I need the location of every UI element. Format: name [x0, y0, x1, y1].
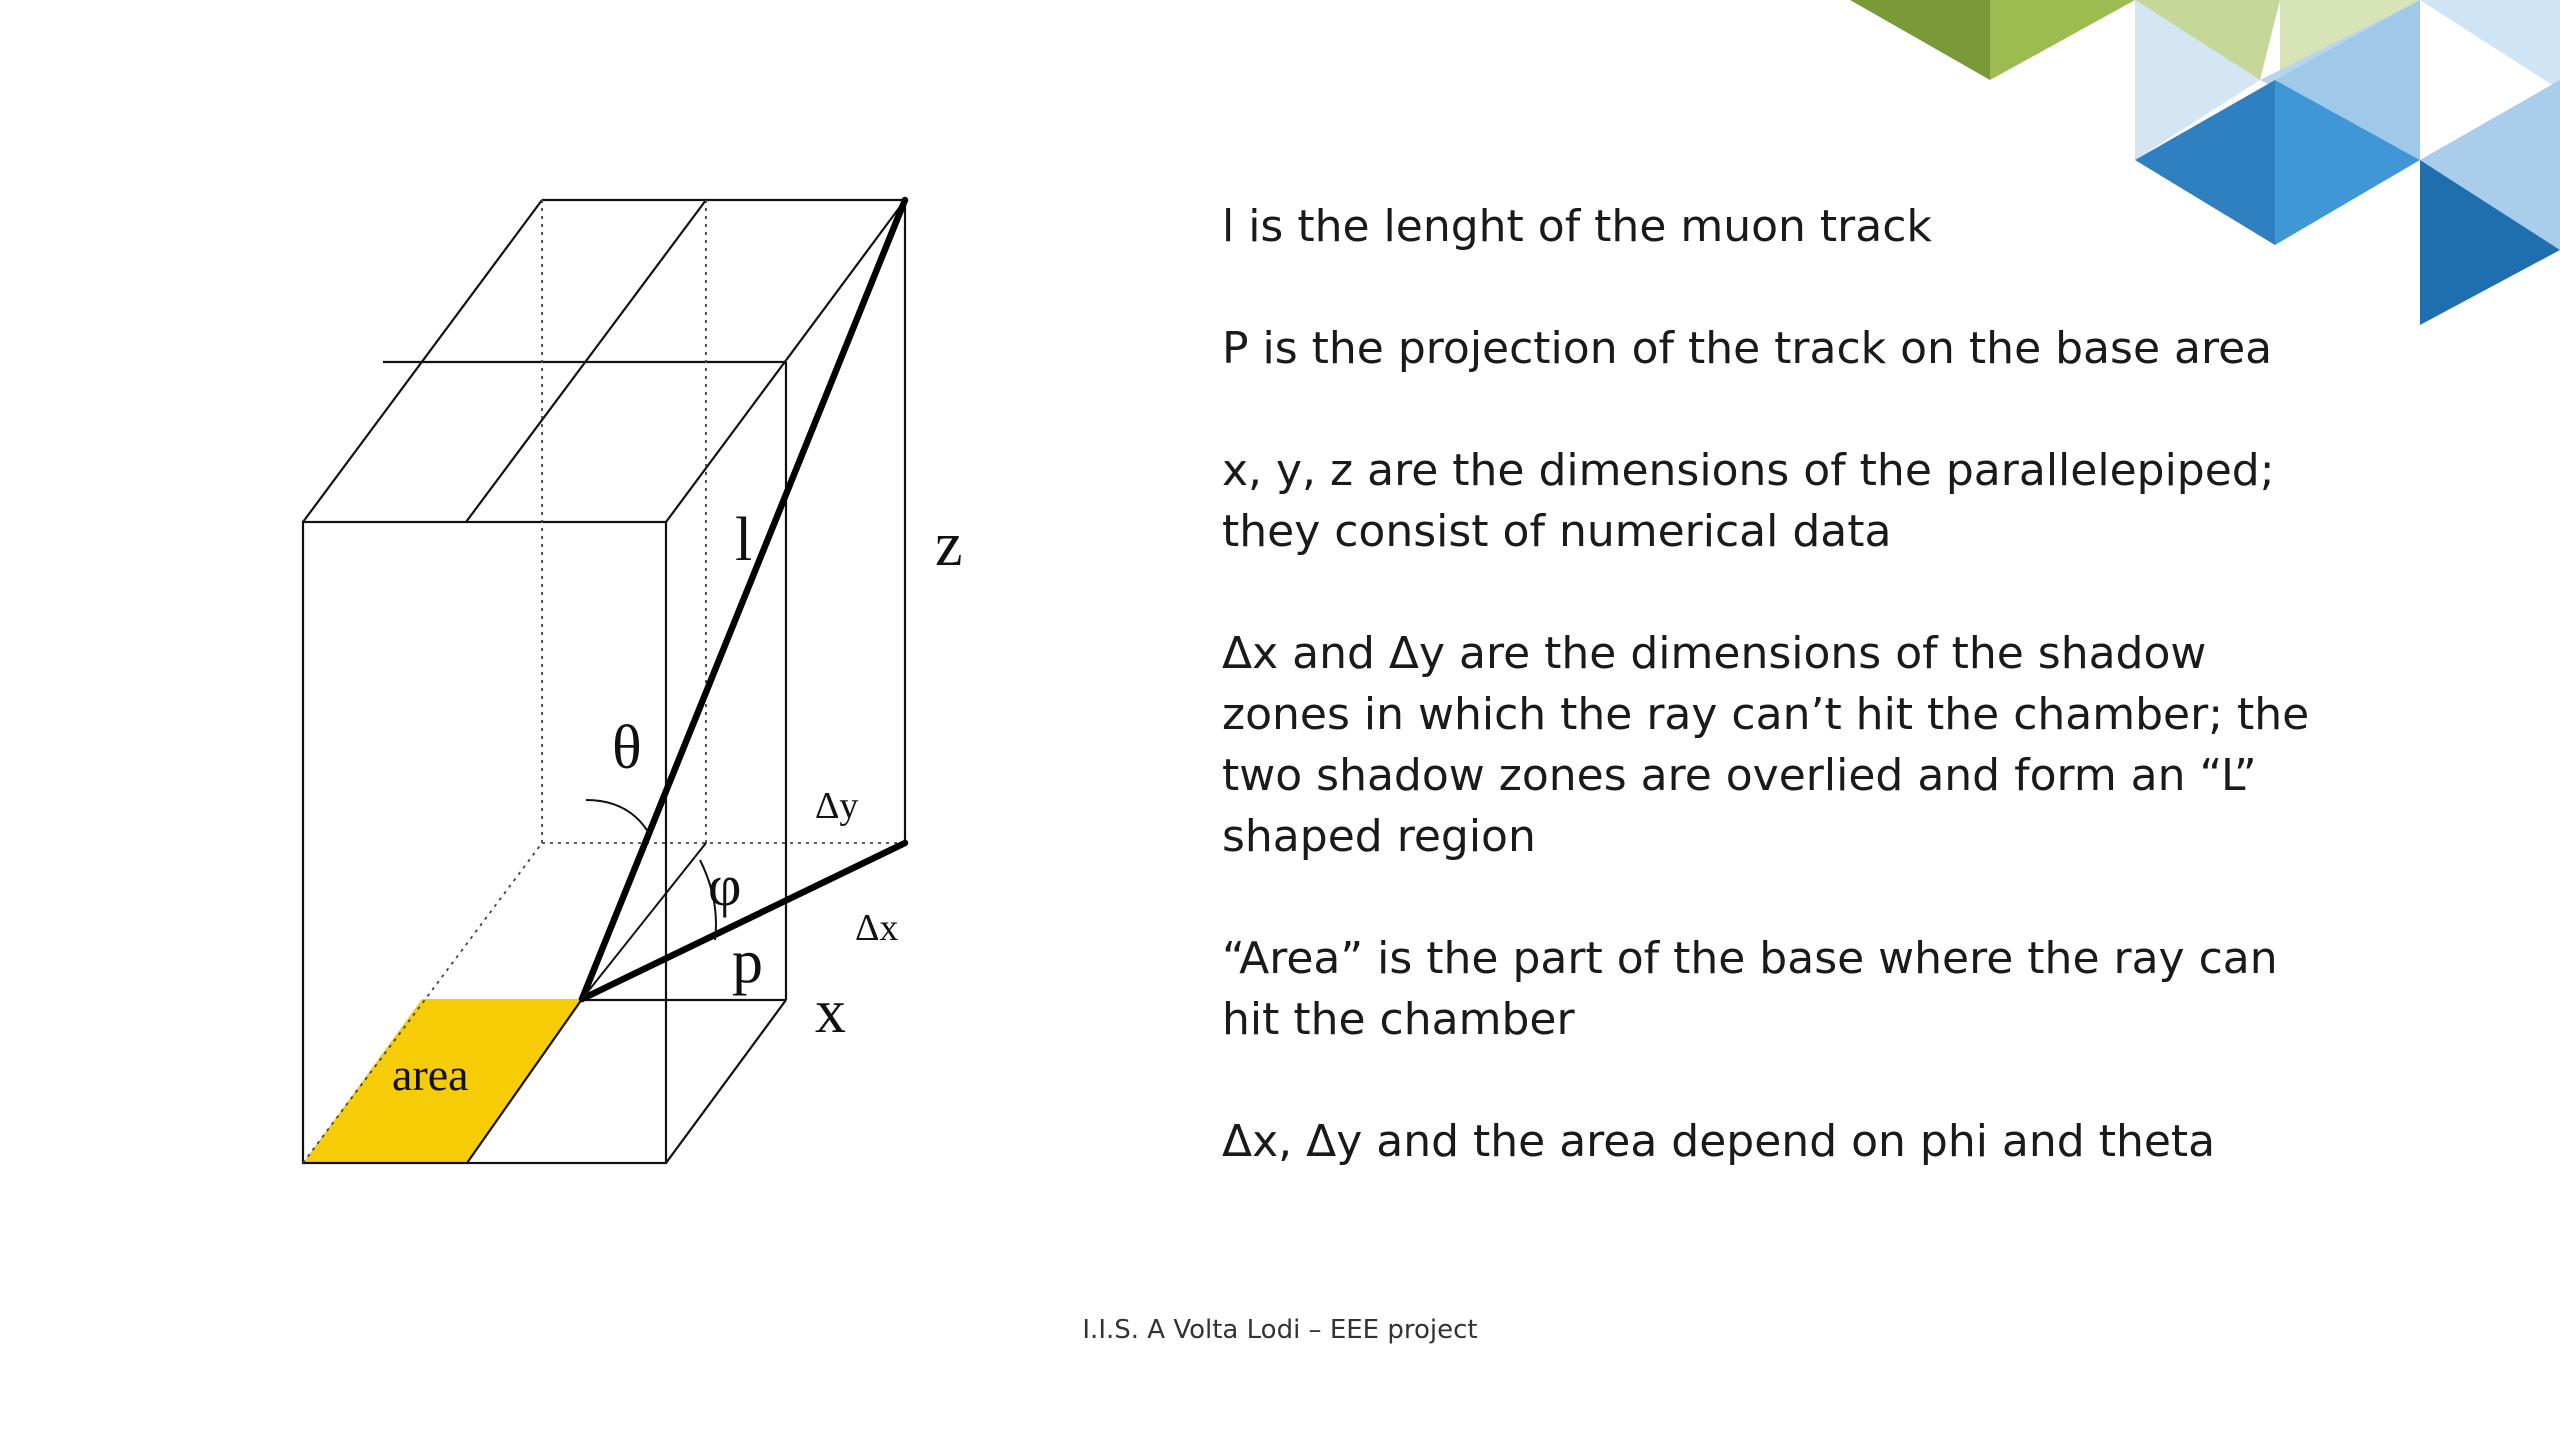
- label-phi: φ: [708, 853, 742, 918]
- label-l: l: [735, 506, 753, 574]
- explanation-line: hit the chamber: [1222, 994, 1575, 1045]
- label-theta: θ: [612, 714, 642, 782]
- label-area: area: [392, 1049, 469, 1100]
- label-delta-y: Δy: [815, 785, 859, 827]
- explanation-paragraph: [1222, 440, 2332, 562]
- explanation-line: x, y, z are the dimensions of the parallelepiped;: [1222, 445, 2275, 496]
- deco-triangle: [1850, 0, 2000, 80]
- deco-triangle: [2420, 0, 2560, 90]
- muon-track-line: [582, 200, 905, 999]
- depth-edge: [666, 1000, 786, 1163]
- explanation-line: zones in which the ray can’t hit the chamber; the: [1222, 689, 2310, 740]
- label-p: p: [732, 928, 763, 996]
- explanation-paragraph: [1222, 928, 2332, 1050]
- explanation-line: l is the lenght of the muon track: [1222, 201, 1932, 252]
- explanation-line: P is the projection of the track on the base area: [1222, 323, 2273, 374]
- theta-arc: [586, 800, 650, 835]
- deco-triangle: [1990, 0, 2135, 80]
- helper-line: [582, 843, 706, 999]
- explanation-line: shaped region: [1222, 811, 1536, 862]
- explanation-paragraph: [1222, 1111, 2332, 1172]
- parallelepiped-diagram: [0, 0, 1200, 1440]
- explanation-paragraph: [1222, 196, 2332, 257]
- explanation-paragraph: [1222, 318, 2332, 379]
- label-x: x: [815, 978, 846, 1046]
- explanation-line: “Area” is the part of the base where the ray can: [1222, 933, 2278, 984]
- explanation-line: they consist of numerical data: [1222, 506, 1892, 557]
- explanation-text: [1222, 196, 2332, 1233]
- explanation-line: two shadow zones are overlied and form an “L”: [1222, 750, 2257, 801]
- explanation-paragraph: [1222, 623, 2332, 867]
- label-delta-x: Δx: [855, 907, 899, 949]
- label-z: z: [935, 511, 963, 579]
- explanation-line: Δx, Δy and the area depend on phi and theta: [1222, 1116, 2216, 1167]
- slide-footer: I.I.S. A Volta Lodi – EEE project: [1082, 1315, 1478, 1345]
- explanation-line: Δx and Δy are the dimensions of the shadow: [1222, 628, 2207, 679]
